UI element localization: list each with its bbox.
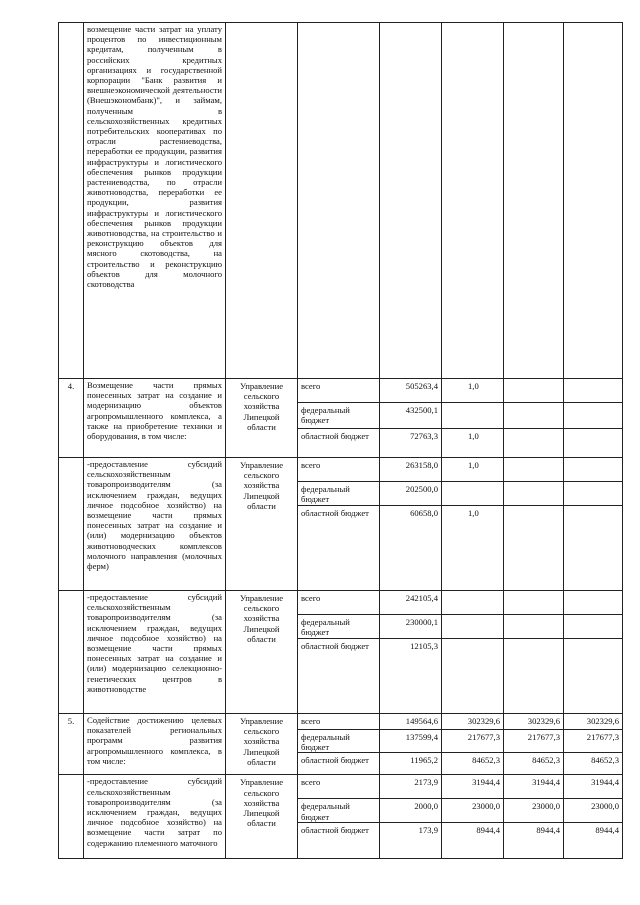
- amount-cell: 149564,6: [380, 714, 442, 730]
- funding-source: областной бюджет: [298, 753, 380, 775]
- funding-source: областной бюджет: [298, 506, 380, 591]
- amount-cell: 1,0: [442, 458, 504, 482]
- table-row: [59, 379, 623, 403]
- amount-cell: 217677,3: [504, 730, 564, 753]
- amount-cell: 8944,4: [442, 823, 504, 859]
- amount-cell: 31944,4: [564, 775, 623, 799]
- row-number: 4.: [59, 379, 84, 458]
- amount-cell: 202500,0: [380, 482, 442, 506]
- amount-cell: 31944,4: [442, 775, 504, 799]
- amount-cell: 242105,4: [380, 591, 442, 615]
- amount-cell: 263158,0: [380, 458, 442, 482]
- funding-source: всего: [298, 458, 380, 482]
- table-row: [59, 714, 623, 730]
- amount-cell: 505263,4: [380, 379, 442, 403]
- measure-description: -предоставление субсидий сельскохозяйственным товаропроизводителям (за исключением граждан, ведущих личное подсобное хозяйство) на возмещение части прямых понесенных затрат на создание и (или) модернизацию селекционно-генетических центров в животноводстве: [84, 591, 226, 714]
- amount-cell: 60658,0: [380, 506, 442, 591]
- amount-cell: 84652,3: [504, 753, 564, 775]
- amount-cell: 31944,4: [504, 775, 564, 799]
- measure-description: возмещение части затрат на уплату процентов по инвестиционным кредитам, полученным в российских кредитных организациях и государственной корпорации "Банк развития и внешнеэкономической деятельности (Внешэкономбанк)", и займам, полученным в сельскохозяйственных кредитных потребительских кооперативах по отрасли растениеводства, переработки ее продукции, развития инфраструктуры и логистического обеспечения рынков продукции растениеводства, по отрасли животноводства, переработки ее продукции, развития инфраструктуры и логистического обеспечения рынков продукции животноводства, на строительство и реконструкцию объектов для мясного скотоводства, на строительство и реконструкцию объектов для молочного скотоводства: [84, 23, 226, 379]
- responsible-body: Управление сельского хозяйства Липецкой области: [226, 458, 298, 591]
- measure-description: -предоставление субсидий сельскохозяйственным товаропроизводителям (за исключением граждан, ведущих личное подсобное хозяйство) на возмещение части затрат по содержанию племенного маточного: [84, 775, 226, 859]
- measure-description: -предоставление субсидий сельскохозяйственным товаропроизводителям (за исключением граждан, ведущих личное подсобное хозяйство) на возмещение части прямых понесенных затрат на создание и (или) модернизацию объектов животноводческих комплексов молочного направления (молочных ферм): [84, 458, 226, 591]
- amount-cell: 2000,0: [380, 799, 442, 823]
- responsible-body: Управление сельского хозяйства Липецкой области: [226, 591, 298, 714]
- amount-cell: 2173,9: [380, 775, 442, 799]
- amount-cell: 432500,1: [380, 403, 442, 429]
- responsible-body: Управление сельского хозяйства Липецкой области: [226, 714, 298, 775]
- funding-source: федеральный бюджет: [298, 482, 380, 506]
- funding-source: федеральный бюджет: [298, 730, 380, 753]
- amount-cell: [442, 482, 504, 506]
- table-row: [59, 458, 623, 482]
- row-number: 5.: [59, 714, 84, 775]
- measure-description: Возмещение части прямых понесенных затрат на создание и модернизацию объектов агропромышленного комплекса, а также на приобретение техники и оборудования, в том числе:: [84, 379, 226, 458]
- responsible-body: Управление сельского хозяйства Липецкой области: [226, 379, 298, 458]
- amount-cell: 11965,2: [380, 753, 442, 775]
- amount-cell: 1,0: [442, 506, 504, 591]
- amount-cell: 217677,3: [564, 730, 623, 753]
- amount-cell: 302329,6: [504, 714, 564, 730]
- funding-source: областной бюджет: [298, 639, 380, 714]
- amount-cell: 8944,4: [564, 823, 623, 859]
- funding-source: всего: [298, 775, 380, 799]
- amount-cell: 230000,1: [380, 615, 442, 639]
- amount-cell: 12105,3: [380, 639, 442, 714]
- amount-cell: 217677,3: [442, 730, 504, 753]
- amount-cell: 23000,0: [504, 799, 564, 823]
- amount-cell: [442, 403, 504, 429]
- funding-source: федеральный бюджет: [298, 615, 380, 639]
- budget-table: [58, 22, 623, 859]
- amount-cell: 23000,0: [564, 799, 623, 823]
- amount-cell: 8944,4: [504, 823, 564, 859]
- funding-source: федеральный бюджет: [298, 403, 380, 429]
- amount-cell: 84652,3: [442, 753, 504, 775]
- amount-cell: 302329,6: [442, 714, 504, 730]
- amount-cell: 137599,4: [380, 730, 442, 753]
- table-row: [59, 775, 623, 799]
- funding-source: всего: [298, 591, 380, 615]
- funding-source: областной бюджет: [298, 429, 380, 458]
- table-row: [59, 591, 623, 615]
- funding-source: всего: [298, 714, 380, 730]
- table-row-continuation: [59, 23, 623, 379]
- measure-description: Содействие достижению целевых показателей региональных программ развития агропромышленного комплекса, в том числе:: [84, 714, 226, 775]
- amount-cell: 72763,3: [380, 429, 442, 458]
- amount-cell: 23000,0: [442, 799, 504, 823]
- amount-cell: 1,0: [442, 429, 504, 458]
- funding-source: всего: [298, 379, 380, 403]
- amount-cell: 302329,6: [564, 714, 623, 730]
- amount-cell: 84652,3: [564, 753, 623, 775]
- amount-cell: 173,9: [380, 823, 442, 859]
- responsible-body: Управление сельского хозяйства Липецкой области: [226, 775, 298, 859]
- funding-source: федеральный бюджет: [298, 799, 380, 823]
- amount-cell: 1,0: [442, 379, 504, 403]
- funding-source: областной бюджет: [298, 823, 380, 859]
